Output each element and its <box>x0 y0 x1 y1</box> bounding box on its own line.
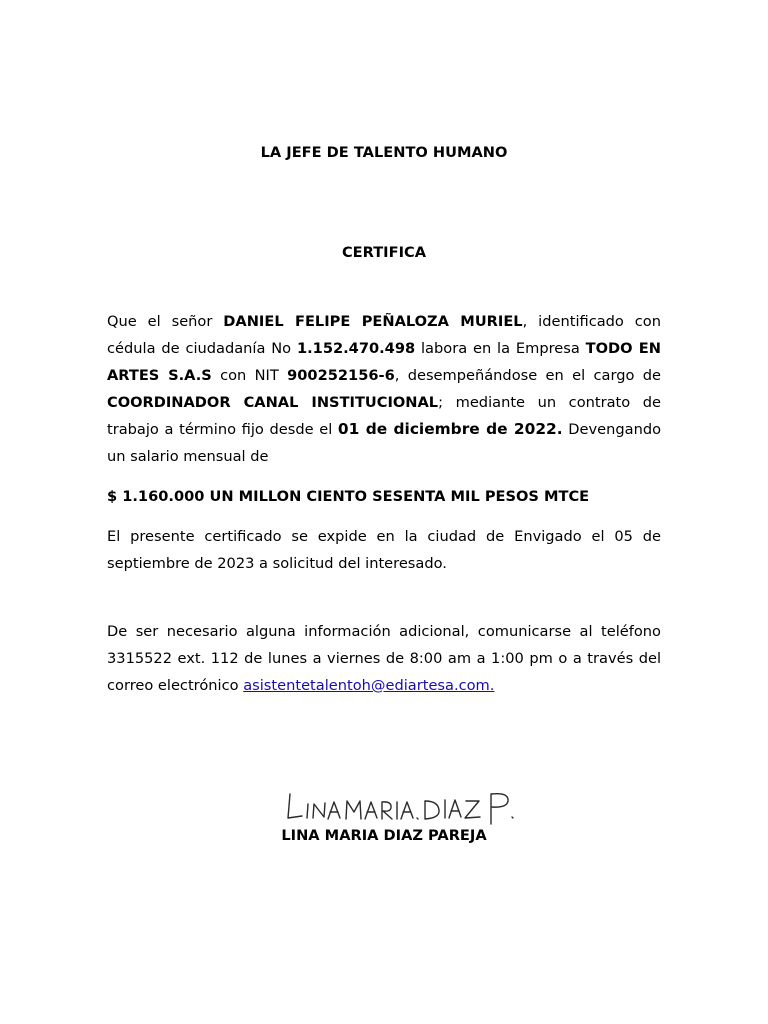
issuance-paragraph: El presente certificado se expide en la ciudad de Envigado el 05 de septiembre de 2023 a solicitud del interesado. <box>107 528 661 572</box>
signatory-name: LINA MARIA DIAZ PAREJA <box>281 827 487 844</box>
person-name: DANIEL FELIPE PEÑALOZA MURIEL <box>223 313 523 330</box>
handwritten-signature <box>280 782 520 830</box>
issuer-title: LA JEFE DE TALENTO HUMANO <box>260 144 508 161</box>
job-position: COORDINADOR CANAL INSTITUCIONAL <box>107 394 439 411</box>
id-number: 1.152.470.498 <box>296 340 416 357</box>
company-name: TODO EN ARTES S.A.S <box>107 340 661 384</box>
text-segment: ; mediante un contrato de trabajo a término fijo desde el <box>107 394 662 438</box>
text-segment: labora en la Empresa <box>415 340 586 357</box>
text-segment: , identificado con cédula de ciudadanía No <box>107 313 661 357</box>
salary-line: $ 1.160.000 UN MILLON CIENTO SESENTA MIL PESOS MTCE <box>107 488 590 505</box>
document-title: CERTIFICA <box>341 244 427 261</box>
text-segment: Que el señor <box>107 313 224 330</box>
start-date: 01 de diciembre de 2022. <box>337 420 563 438</box>
email-link[interactable]: asistentetalentoh@ediartesa.com. <box>243 677 495 694</box>
text-segment: Devengando un salario mensual de <box>107 421 662 465</box>
certification-paragraph <box>107 308 661 470</box>
text-segment: , desempeñándose en el cargo de <box>394 367 661 384</box>
nit-number: 900252156-6 <box>287 367 395 384</box>
text-segment: con NIT <box>211 367 288 384</box>
contact-text: De ser necesario alguna información adicional, comunicarse al teléfono 3315522 ext. 112 de lunes a viernes de 8:00 am a 1:00 pm o a través del correo electrónico <box>107 623 661 694</box>
contact-paragraph <box>107 618 661 699</box>
